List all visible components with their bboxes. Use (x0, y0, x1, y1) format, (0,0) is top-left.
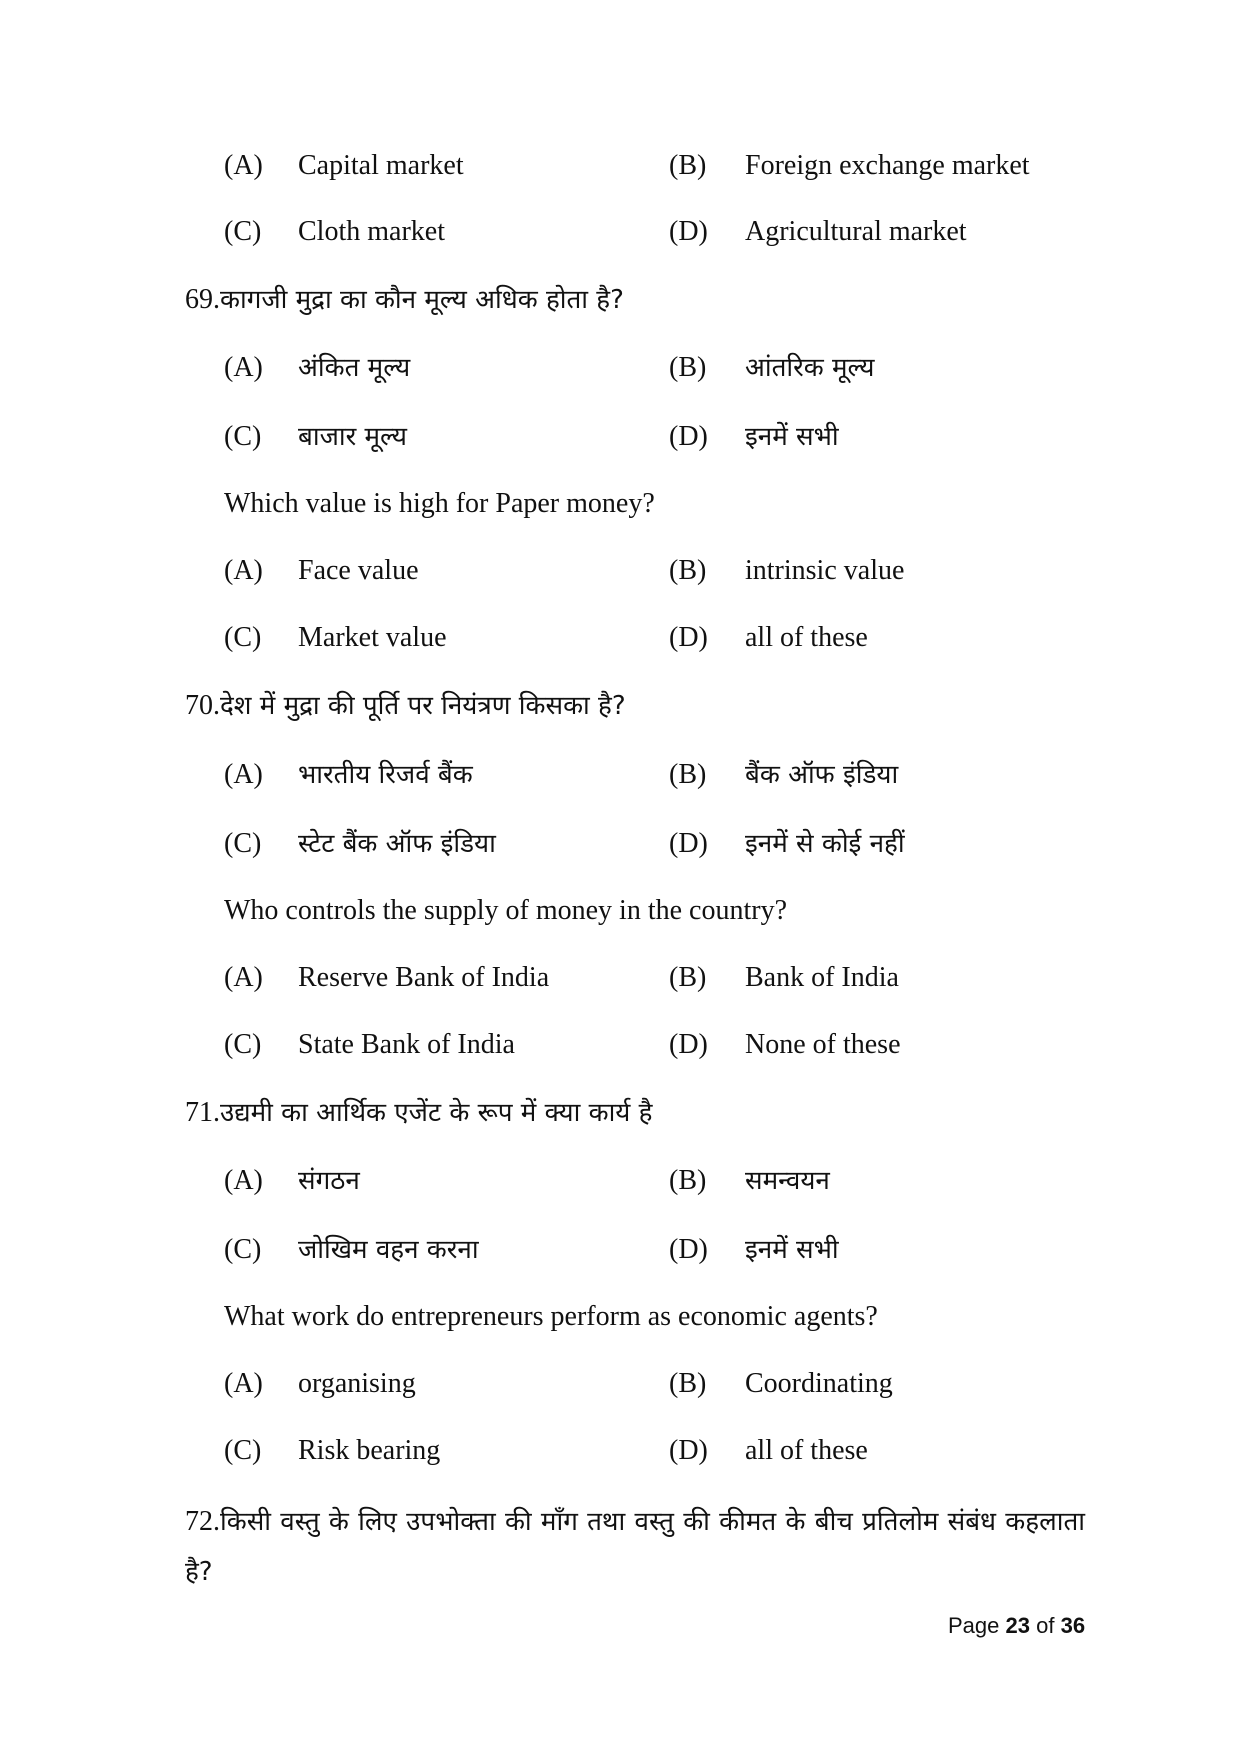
option-text: Bank of India (745, 962, 899, 993)
option-text: भारतीय रिजर्व बैंक (298, 760, 473, 790)
question-text-english: Who controls the supply of money in the country? (224, 895, 787, 926)
page-number-footer (948, 1612, 1085, 1640)
option-label: (A) (224, 352, 263, 383)
option-text: इनमें से कोई नहीं (745, 829, 905, 859)
option-label: (A) (224, 150, 263, 181)
option-text: intrinsic value (745, 555, 905, 586)
question-text-english: Which value is high for Paper money? (224, 488, 655, 519)
option-text: बाजार मूल्य (298, 422, 408, 452)
option-text: बैंक ऑफ इंडिया (745, 760, 899, 790)
option-text: इनमें सभी (745, 422, 839, 452)
option-text: organising (298, 1368, 416, 1399)
option-label: (B) (669, 759, 707, 790)
option-label: (D) (669, 622, 708, 653)
option-label: (C) (224, 1234, 262, 1265)
option-text: Risk bearing (298, 1435, 441, 1466)
of-word: of (1036, 1613, 1055, 1638)
option-label: (C) (224, 622, 262, 653)
current-page: 23 (1005, 1613, 1030, 1638)
question-number: 71. (185, 1097, 220, 1128)
question-text-hindi: कागजी मुद्रा का कौन मूल्य अधिक होता है? (220, 285, 624, 315)
option-label: (C) (224, 216, 262, 247)
question-number: 72. (185, 1506, 220, 1537)
question-number: 69. (185, 284, 220, 315)
option-text: None of these (745, 1029, 901, 1060)
option-text: आंतरिक मूल्य (745, 353, 875, 383)
total-pages: 36 (1060, 1613, 1086, 1638)
option-text: संगठन (298, 1166, 360, 1196)
option-label: (B) (669, 150, 707, 181)
option-text: Foreign exchange market (745, 150, 1030, 181)
question-number: 70. (185, 690, 220, 721)
option-text: Cloth market (298, 216, 445, 247)
question-text-hindi: उद्यमी का आर्थिक एजेंट के रूप में क्या कार्य है (220, 1098, 653, 1128)
option-label: (B) (669, 1165, 707, 1196)
page-word: Page (948, 1613, 1000, 1638)
option-label: (C) (224, 421, 262, 452)
option-text: Face value (298, 555, 419, 586)
option-text: Capital market (298, 150, 464, 181)
option-text: अंकित मूल्य (298, 353, 411, 383)
option-label: (C) (224, 828, 262, 859)
option-label: (D) (669, 1234, 708, 1265)
option-text: इनमें सभी (745, 1235, 839, 1265)
option-text: Coordinating (745, 1368, 893, 1399)
option-text: Reserve Bank of India (298, 962, 550, 993)
option-label: (C) (224, 1029, 262, 1060)
option-label: (D) (669, 421, 708, 452)
option-label: (D) (669, 1435, 708, 1466)
option-text: all of these (745, 622, 868, 653)
option-label: (C) (224, 1435, 262, 1466)
question-text-hindi: किसी वस्तु के लिए उपभोक्ता की माँग तथा वस्तु की कीमत के बीच प्रतिलोम संबंध कहलाता है? (185, 1507, 1085, 1587)
option-label: (A) (224, 555, 263, 586)
option-text: Agricultural market (745, 216, 967, 247)
option-text: समन्वयन (745, 1166, 830, 1196)
option-label: (A) (224, 759, 263, 790)
option-text: स्टेट बैंक ऑफ इंडिया (298, 829, 496, 859)
option-text: all of these (745, 1435, 868, 1466)
question-text-hindi: देश में मुद्रा की पूर्ति पर नियंत्रण किसका है? (220, 691, 626, 721)
option-label: (A) (224, 1165, 263, 1196)
option-label: (B) (669, 555, 707, 586)
option-text: Market value (298, 622, 447, 653)
option-label: (D) (669, 216, 708, 247)
option-label: (B) (669, 1368, 707, 1399)
option-text: State Bank of India (298, 1029, 515, 1060)
question-text-english: What work do entrepreneurs perform as economic agents? (224, 1301, 878, 1332)
option-label: (B) (669, 352, 707, 383)
option-label: (B) (669, 962, 707, 993)
option-label: (A) (224, 1368, 263, 1399)
option-label: (D) (669, 828, 708, 859)
option-text: जोखिम वहन करना (298, 1235, 479, 1265)
option-label: (D) (669, 1029, 708, 1060)
option-label: (A) (224, 962, 263, 993)
